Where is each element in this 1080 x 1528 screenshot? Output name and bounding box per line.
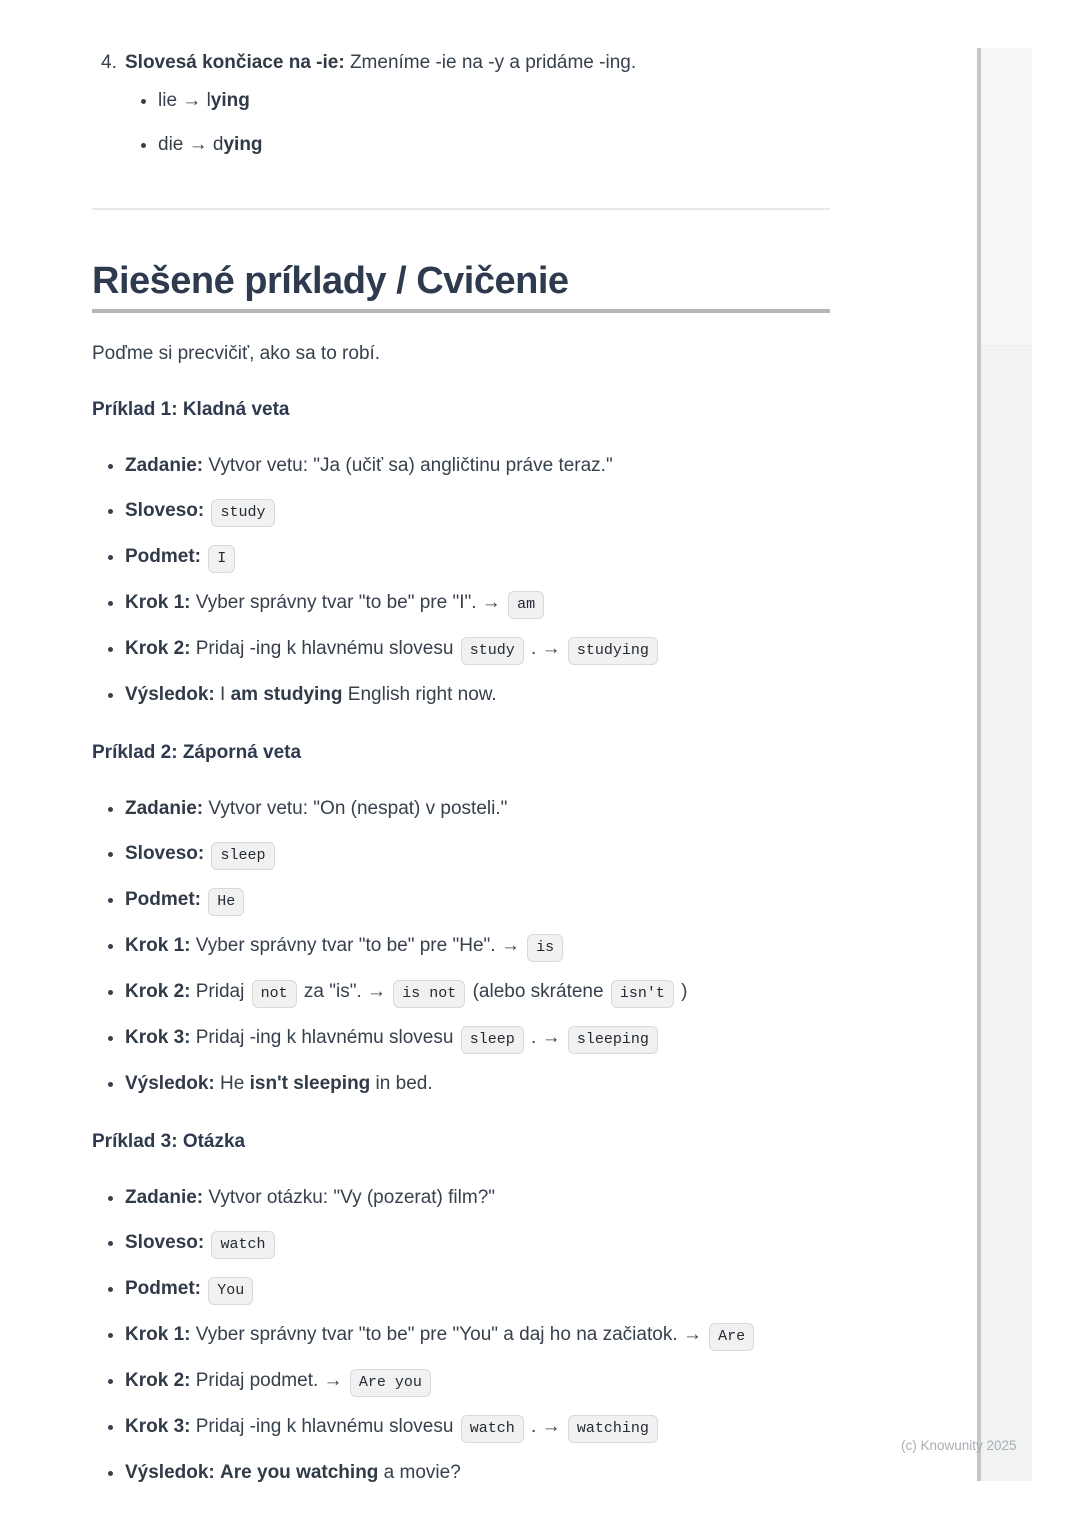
- example-steps-list: [92, 794, 830, 1099]
- text: He: [214, 1073, 250, 1094]
- code-chip: Are: [709, 1323, 754, 1351]
- example-steps-list: [92, 451, 830, 710]
- bold-text: Krok 1:: [125, 592, 191, 613]
- bold-text: Krok 2:: [125, 1370, 191, 1391]
- text: a movie?: [378, 1462, 461, 1483]
- bold-text: Sloveso:: [125, 1232, 205, 1253]
- text: [204, 1232, 209, 1253]
- example-steps-list: [92, 1183, 830, 1488]
- text: Vyber správny tvar "to be" pre "I". →: [190, 592, 507, 613]
- text: [201, 889, 206, 910]
- numbered-item-body: [125, 50, 830, 176]
- text: lie → l: [158, 90, 211, 111]
- text: . →: [525, 1416, 566, 1437]
- bold-text: Krok 3:: [125, 1027, 191, 1048]
- list-item: [125, 1069, 830, 1099]
- numbered-list-item: [92, 50, 830, 176]
- text: Vyber správny tvar "to be" pre "You" a daj ho na začiatok. →: [190, 1324, 708, 1345]
- text: Vyber správny tvar "to be" pre "He". →: [190, 935, 526, 956]
- text: Pridaj -ing k hlavnému slovesu: [190, 1027, 459, 1048]
- bold-text: Krok 3:: [125, 1416, 191, 1437]
- lead-paragraph: Poďme si precvičiť, ako sa to robí.: [92, 343, 381, 364]
- section-title: Riešené príklady / Cvičenie: [92, 258, 830, 313]
- text: [201, 546, 206, 567]
- text: Pridaj -ing k hlavnému slovesu: [190, 1416, 459, 1437]
- list-item: [125, 1023, 830, 1054]
- list-item: [125, 1274, 830, 1305]
- bold-text: Podmet:: [125, 546, 201, 567]
- example-block: [92, 740, 830, 1099]
- example-title: Príklad 2: Záporná veta: [92, 742, 302, 763]
- list-item: [125, 1366, 830, 1397]
- example-block: [92, 397, 830, 710]
- page-edge-shade: [981, 48, 1032, 346]
- text: Pridaj -ing k hlavnému slovesu: [190, 638, 459, 659]
- bold-text: Zadanie:: [125, 1187, 204, 1208]
- code-chip: watching: [568, 1415, 658, 1443]
- code-chip: watch: [461, 1415, 524, 1443]
- list-item: [125, 634, 830, 665]
- bold-text: Výsledok:: [125, 684, 215, 705]
- list-item: [125, 542, 830, 573]
- bold-text: Výsledok:: [125, 1462, 215, 1483]
- text: Vytvor otázku: "Vy (pozerat) film?": [203, 1187, 496, 1208]
- code-chip: not: [252, 980, 297, 1008]
- bold-text: am studying: [230, 684, 343, 705]
- example-title: Príklad 3: Otázka: [92, 1131, 246, 1152]
- bold-text: Zadanie:: [125, 798, 204, 819]
- code-chip: is not: [393, 980, 465, 1008]
- code-chip: sleep: [211, 842, 274, 870]
- code-chip: Are you: [350, 1369, 431, 1397]
- text: Vytvor vetu: "Ja (učiť sa) angličtinu práve teraz.": [203, 455, 613, 476]
- list-item: [125, 1183, 830, 1213]
- bold-text: Sloveso:: [125, 843, 205, 864]
- bold-text: Podmet:: [125, 889, 201, 910]
- text: ): [675, 981, 688, 1002]
- document-content: [92, 50, 830, 1488]
- text: [204, 500, 209, 521]
- text: . →: [525, 638, 566, 659]
- code-chip: sleep: [461, 1026, 524, 1054]
- section-divider: [92, 208, 830, 210]
- text: [201, 1278, 206, 1299]
- text: I: [214, 684, 231, 705]
- text: [204, 843, 209, 864]
- bold-text: isn't sleeping: [249, 1073, 371, 1094]
- text: Zmeníme -ie na -y a pridáme -ing.: [344, 52, 637, 73]
- list-item: [125, 794, 830, 824]
- list-number: 4.: [101, 52, 117, 73]
- example-block: [92, 1129, 830, 1488]
- code-chip: watch: [211, 1231, 274, 1259]
- list-item: [125, 1458, 830, 1488]
- list-item: [158, 88, 830, 114]
- example-word-list: [125, 88, 830, 158]
- list-item: [125, 496, 830, 527]
- list-item: [125, 931, 830, 962]
- list-item: [125, 1412, 830, 1443]
- bold-text: Sloveso:: [125, 500, 205, 521]
- list-item: [125, 451, 830, 481]
- text: Vytvor vetu: "On (nespat) v posteli.": [203, 798, 508, 819]
- text: (alebo skrátene: [467, 981, 609, 1002]
- text: Pridaj podmet. →: [190, 1370, 348, 1391]
- code-chip: study: [461, 637, 524, 665]
- list-item: [125, 977, 830, 1008]
- bold-text: Podmet:: [125, 1278, 201, 1299]
- bold-text: Slovesá končiace na -ie:: [125, 52, 345, 73]
- code-chip: You: [208, 1277, 253, 1305]
- bold-text: Výsledok:: [125, 1073, 215, 1094]
- code-chip: I: [208, 545, 235, 573]
- bold-text: Krok 2:: [125, 638, 191, 659]
- list-item: [125, 885, 830, 916]
- bold-text: Zadanie:: [125, 455, 204, 476]
- list-item: [125, 588, 830, 619]
- text: . →: [525, 1027, 566, 1048]
- text: die → d: [158, 134, 224, 155]
- list-item: [125, 839, 830, 870]
- code-chip: is: [527, 934, 563, 962]
- text: in bed.: [370, 1073, 433, 1094]
- bold-text: ying: [210, 90, 250, 111]
- examples-container: [92, 397, 830, 1488]
- code-chip: He: [208, 888, 244, 916]
- rule-description: [125, 50, 830, 76]
- example-title: Príklad 1: Kladná veta: [92, 399, 290, 420]
- text: za "is". →: [298, 981, 392, 1002]
- list-item: [125, 680, 830, 710]
- text: Pridaj: [190, 981, 250, 1002]
- bold-text: Are you watching: [220, 1462, 379, 1483]
- bold-text: Krok 1:: [125, 1324, 191, 1345]
- code-chip: study: [211, 499, 274, 527]
- list-item: [125, 1228, 830, 1259]
- code-chip: isn't: [611, 980, 674, 1008]
- text: English right now.: [342, 684, 497, 705]
- bold-text: Krok 2:: [125, 981, 191, 1002]
- copyright-footer: (c) Knowunity 2025: [901, 1438, 1017, 1453]
- bold-text: ying: [223, 134, 263, 155]
- bold-text: Krok 1:: [125, 935, 191, 956]
- list-item: [125, 1320, 830, 1351]
- code-chip: am: [508, 591, 544, 619]
- list-item: [158, 132, 830, 158]
- code-chip: studying: [568, 637, 658, 665]
- code-chip: sleeping: [568, 1026, 658, 1054]
- next-page-edge: [981, 48, 1032, 1481]
